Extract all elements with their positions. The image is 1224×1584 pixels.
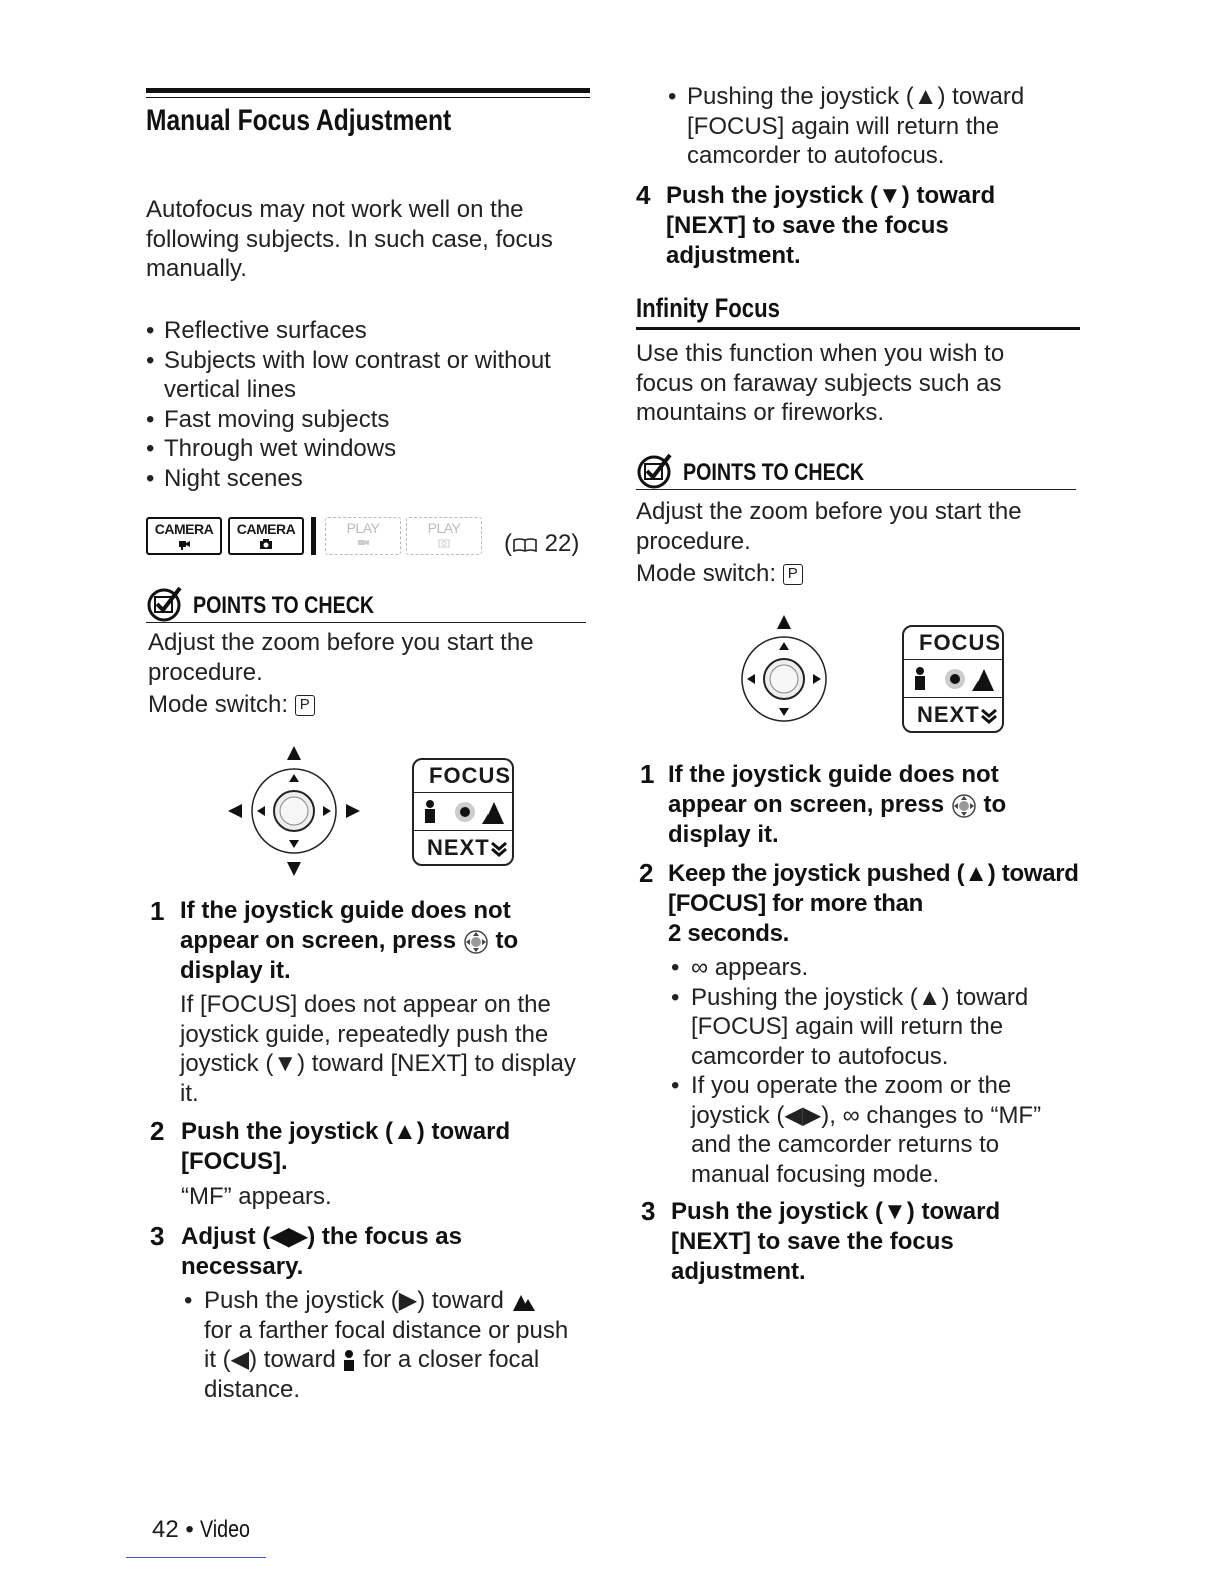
step-number: 2 — [639, 858, 654, 888]
subject-list — [146, 316, 591, 493]
points-to-check-header — [636, 451, 1076, 493]
joystick-button-icon — [951, 793, 977, 819]
ptc-rule — [146, 622, 586, 623]
points-to-check-header — [146, 584, 586, 626]
joystick-guide-box — [902, 625, 1004, 733]
guide-focus-label: FOCUS — [919, 630, 1001, 655]
list-item: • Night scenes — [146, 464, 303, 492]
focus-near-far-icon — [422, 794, 508, 830]
step-number: 1 — [150, 896, 165, 926]
step-1-body: If [FOCUS] does not appear on the joystick guide, repeatedly push the joystick (▼) toward [NEXT] to display it. — [180, 991, 576, 1107]
step-3-title: Adjust (◀▶) the focus as necessary. — [181, 1223, 462, 1280]
checkmark-icon — [146, 584, 188, 624]
section-rule-thick — [146, 88, 590, 93]
step-2-title: Push the joystick (▲) toward [FOCUS]. — [181, 1118, 511, 1175]
book-icon — [512, 537, 538, 553]
list-item: • If you operate the zoom or the — [671, 1072, 1012, 1099]
guide-next-label: NEXT — [427, 835, 508, 861]
step-number: 2 — [150, 1116, 165, 1146]
mode-camera-video-icon: CAMERA — [146, 517, 222, 555]
mode-divider — [311, 517, 316, 555]
focus-near-far-icon — [912, 661, 998, 697]
top-bullet: • Pushing the joystick (▲) toward [FOCUS] again will return the camcorder to autofocus. — [668, 83, 1025, 169]
guide-next-label: NEXT — [917, 702, 998, 728]
step-number: 3 — [150, 1221, 165, 1251]
step-1-title: If the joystick guide does not appear on screen, press to display it. — [668, 761, 1007, 848]
person-near-icon — [342, 1349, 356, 1373]
step-3-bullet: • Push the joystick (▶) toward for a farther focal distance or push it (◀) toward for a closer focal distance. — [184, 1287, 569, 1403]
step-4-title: Push the joystick (▼) toward [NEXT] to save the focus adjustment. — [666, 182, 996, 269]
step-2-body: “MF” appears. — [181, 1183, 332, 1210]
section-title-infinity-focus: Infinity Focus — [636, 293, 780, 323]
step-2-bullets: • ∞ appears. • Pushing the joystick (▲) toward [FOCUS] again will return the camcorder to autofocus. • If you operate the zoom or the joystick (◀▶), ∞ changes to “MF” and the camcorder returns to manual focusing mode. — [671, 953, 1086, 1189]
ptc-text: Adjust the zoom before you start the procedure. Mode switch: P — [148, 629, 534, 718]
mode-play-photo-icon: PLAY — [406, 517, 482, 555]
guide-focus-label: FOCUS — [429, 763, 511, 788]
list-item-continued: vertical lines — [164, 376, 297, 403]
intro-text — [146, 195, 553, 284]
joystick-button-icon — [463, 929, 489, 955]
step-number: 1 — [640, 759, 655, 789]
mountain-far-icon — [511, 1291, 537, 1313]
ptc-text: Adjust the zoom before you start the procedure. Mode switch: P — [636, 498, 1022, 587]
joystick-guide-box — [412, 758, 514, 866]
step-1-title: If the joystick guide does not appear on screen, press to display it. — [180, 897, 519, 984]
list-item: • Fast moving subjects — [146, 405, 390, 433]
joystick-diagram — [736, 613, 832, 725]
list-item: • Subjects with low contrast or without — [146, 346, 551, 374]
list-item: • Pushing the joystick (▲) toward — [671, 983, 1029, 1011]
mode-p-icon: P — [295, 695, 315, 716]
step-number: 3 — [641, 1196, 656, 1226]
checkmark-icon — [636, 451, 678, 491]
list-item: • Through wet windows — [146, 435, 397, 462]
double-chevron-down-icon — [490, 841, 508, 857]
intro-line: manually. — [146, 255, 247, 282]
page-footer: 42 • Video — [152, 1516, 251, 1543]
mode-camera-photo-icon: CAMERA — [228, 517, 304, 555]
infinity-intro: Use this function when you wish to focus on faraway subjects such as mountains or fireworks. — [636, 340, 1005, 426]
double-chevron-down-icon — [980, 708, 998, 724]
intro-line: Autofocus may not work well on the — [146, 196, 524, 223]
points-to-check-label: POINTS TO CHECK — [683, 459, 865, 486]
section-title-manual-focus: Manual Focus Adjustment — [146, 104, 452, 137]
list-item: • ∞ appears. — [671, 954, 809, 981]
intro-line: following subjects. In such case, focus — [146, 225, 553, 253]
section-rule — [636, 327, 1080, 330]
section-rule-thin — [146, 97, 590, 98]
page-reference: ( 22) — [504, 530, 580, 557]
ptc-rule — [636, 489, 1076, 490]
points-to-check-label: POINTS TO CHECK — [193, 592, 375, 619]
step-2-title: Keep the joystick pushed (▲) toward [FOCUS] for more than 2 seconds. — [668, 860, 1079, 947]
step-number: 4 — [636, 180, 651, 210]
mode-p-icon: P — [783, 564, 803, 585]
footer-underline — [126, 1557, 266, 1558]
step-3-title: Push the joystick (▼) toward [NEXT] to save the focus adjustment. — [671, 1198, 1001, 1285]
joystick-diagram — [226, 744, 366, 878]
mode-play-video-icon: PLAY — [325, 517, 401, 555]
list-item: • Reflective surfaces — [146, 317, 367, 344]
